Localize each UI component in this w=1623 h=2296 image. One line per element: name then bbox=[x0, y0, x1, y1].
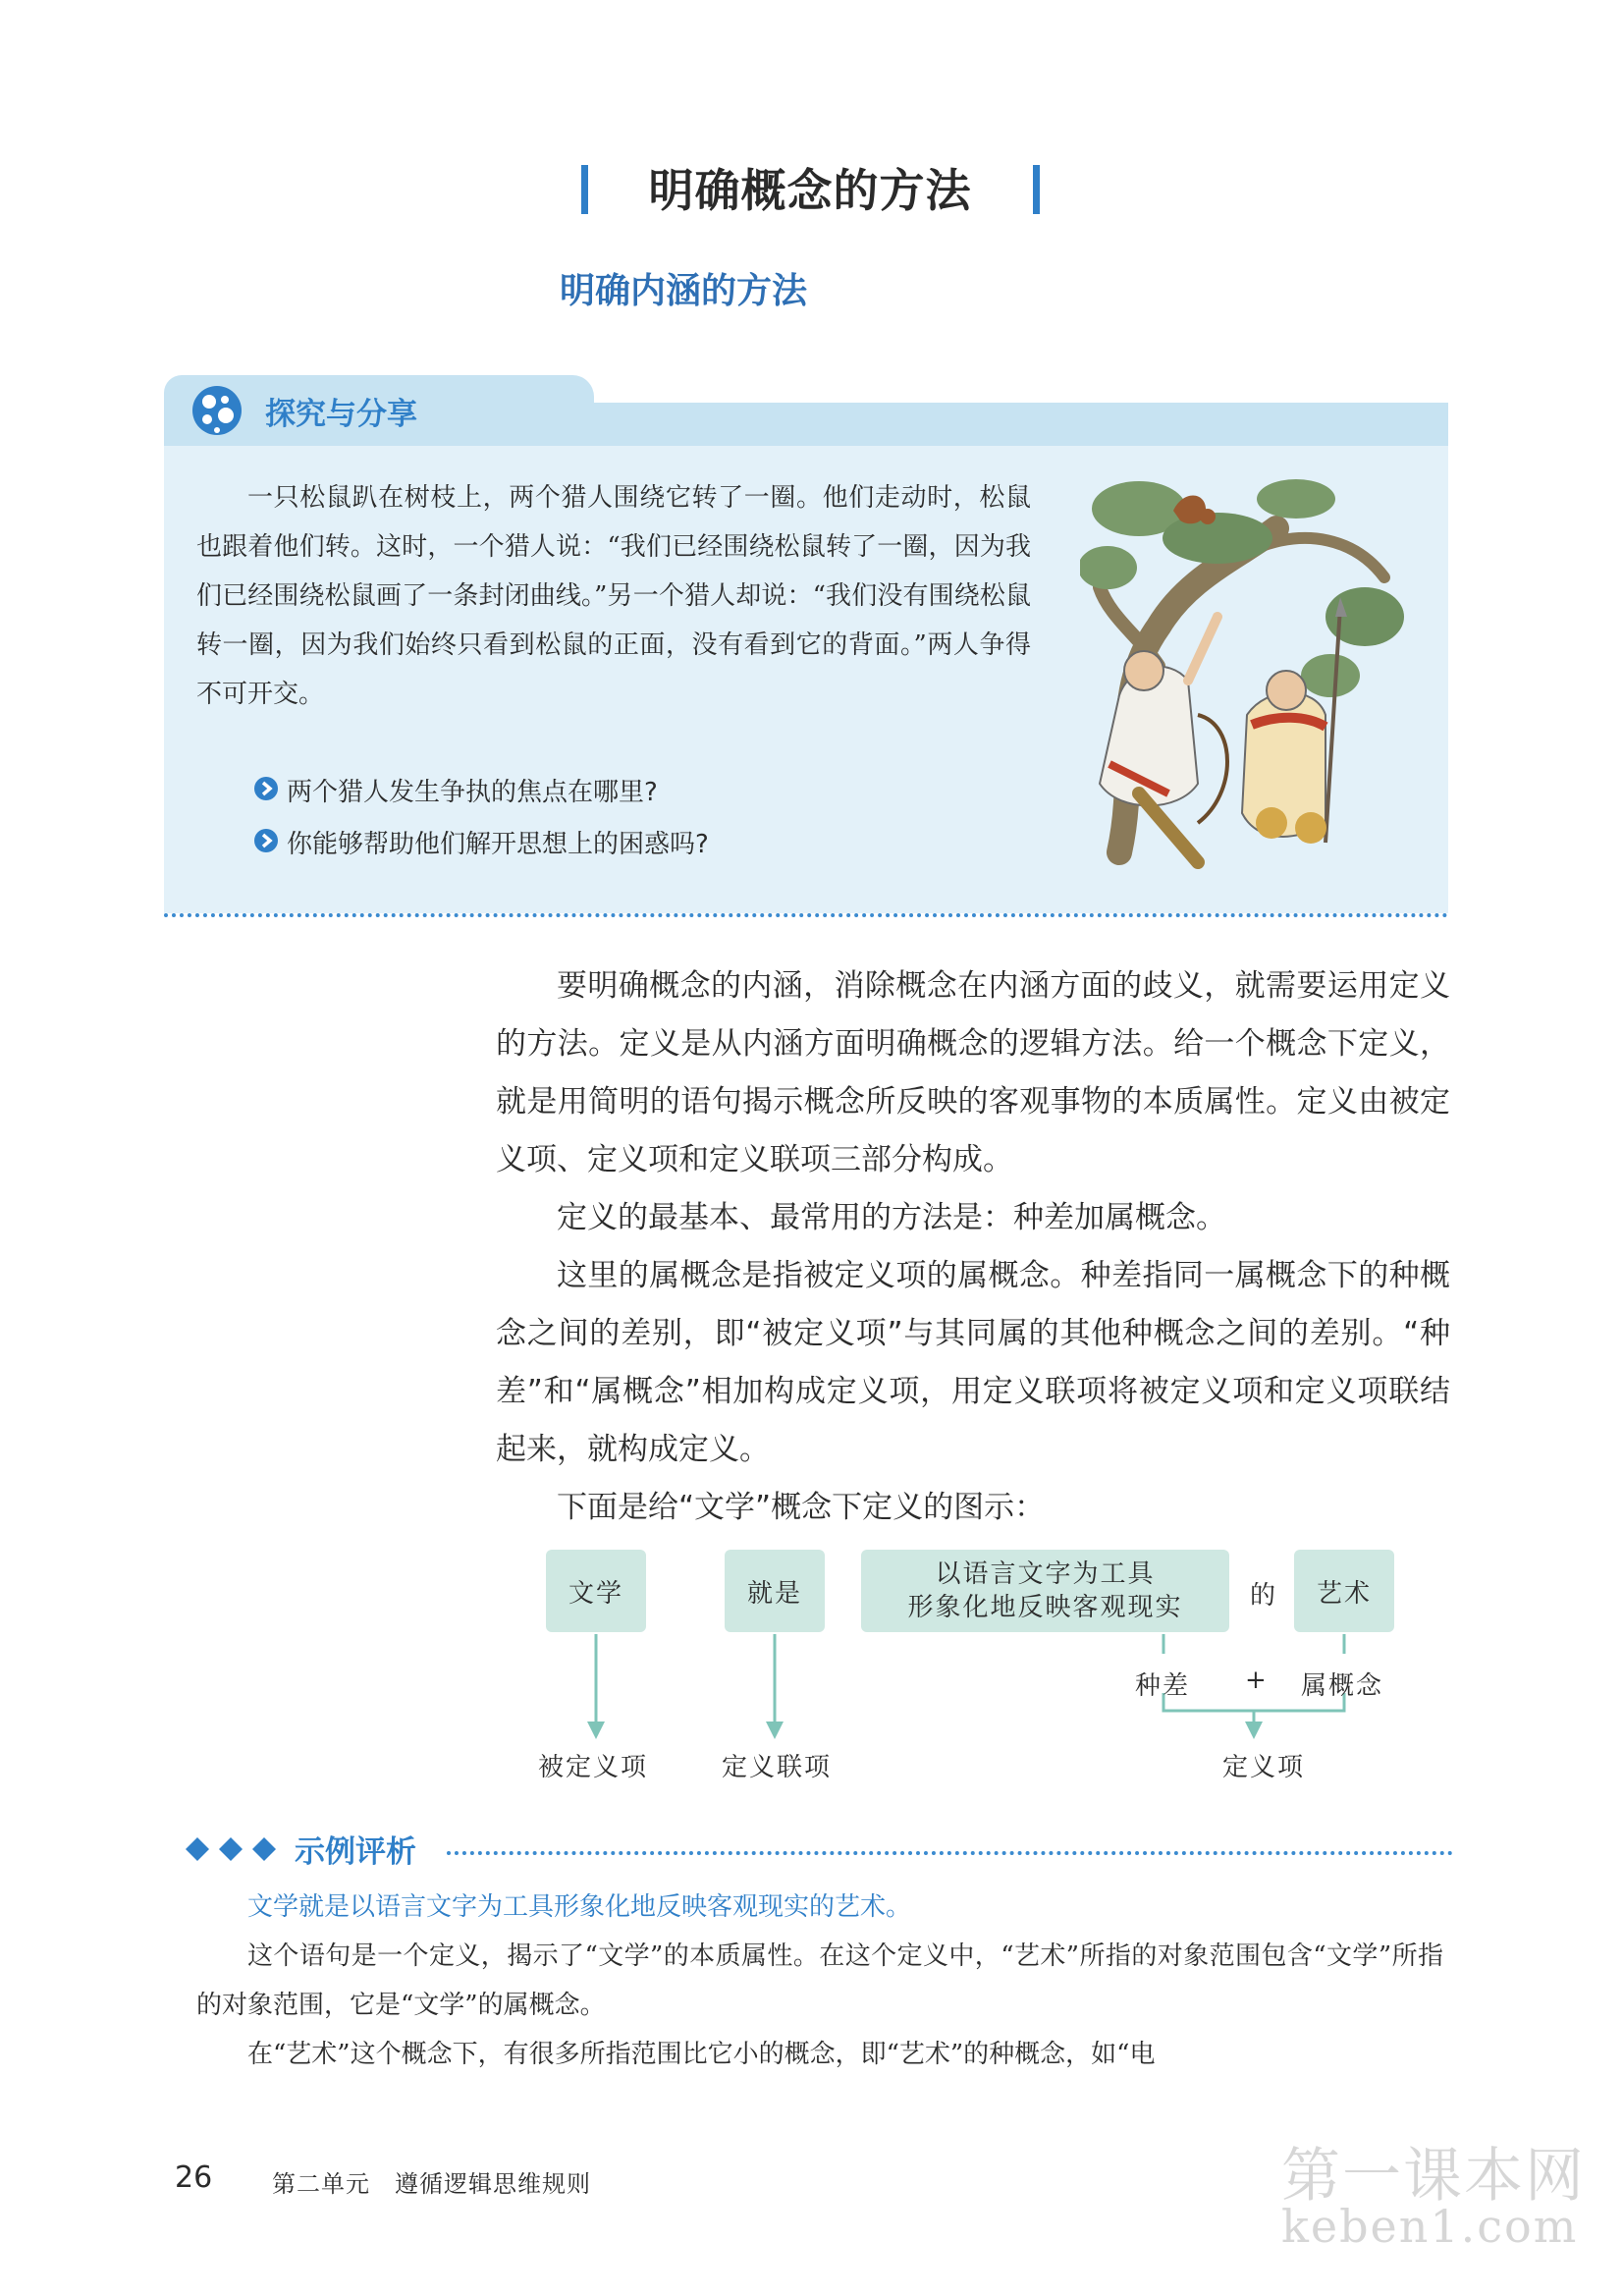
question-1: 两个猎人发生争执的焦点在哪里? bbox=[287, 778, 658, 807]
title-bar-right bbox=[1033, 165, 1040, 214]
example-paragraph: 这个语句是一个定义，揭示了“文学”的本质属性。在这个定义中，“艺术”所指的对象范围包含“文学”所指的对象范围，它是“文学”的属概念。 bbox=[196, 1941, 1443, 2020]
explore-label: 探究与分享 bbox=[265, 397, 417, 432]
main-text bbox=[496, 957, 1450, 1537]
question-2: 你能够帮助他们解开思想上的困惑吗? bbox=[287, 830, 709, 859]
title-bar-left bbox=[581, 165, 588, 214]
explore-divider bbox=[164, 913, 1448, 917]
diamond-icons bbox=[185, 1836, 283, 1862]
paragraph: 这里的属概念是指被定义项的属概念。种差指同一属概念下的种概念之间的差别，即“被定义项”与其同属的其他种概念之间的差别。“种差”和“属概念”相加构成定义项，用定义联项将被定义项和定义项联结起来，就构成定义。 bbox=[496, 1258, 1450, 1467]
diagram-connectors bbox=[511, 1632, 1414, 1750]
diagram-box-link: 就是 bbox=[725, 1550, 825, 1632]
page-number: 26 bbox=[175, 2160, 213, 2195]
paragraph: 要明确概念的内涵，消除概念在内涵方面的歧义，就需要运用定义的方法。定义是从内涵方面明确概念的逻辑方法。给一个概念下定义，就是用简明的语句揭示概念所反映的客观事物的本质属性。定义由被定义项、定义项和定义联项三部分构成。 bbox=[496, 968, 1450, 1177]
label-genus: 属概念 bbox=[1301, 1671, 1384, 1701]
example-highlight: 文学就是以语言文字为工具形象化地反映客观现实的艺术。 bbox=[247, 1892, 912, 1922]
example-paragraph: 在“艺术”这个概念下，有很多所指范围比它小的概念，即“艺术”的种概念，如“电 bbox=[247, 2040, 1156, 2069]
label-differentia: 种差 bbox=[1135, 1671, 1191, 1701]
diagram-box-differentia bbox=[861, 1550, 1229, 1632]
page-title: 明确概念的方法 bbox=[648, 164, 972, 217]
label-copula: 定义联项 bbox=[722, 1753, 833, 1782]
arrow-bullet-icon bbox=[253, 776, 279, 801]
globe-icon bbox=[189, 383, 244, 438]
label-definiendum: 被定义项 bbox=[538, 1753, 649, 1782]
paragraph: 定义的最基本、最常用的方法是：种差加属概念。 bbox=[557, 1200, 1226, 1235]
label-definiens: 定义项 bbox=[1222, 1753, 1306, 1782]
diagram-box-term: 文学 bbox=[546, 1550, 646, 1632]
example-divider bbox=[447, 1851, 1453, 1855]
story-text: 一只松鼠趴在树枝上，两个猎人围绕它转了一圈。他们走动时，松鼠也跟着他们转。这时，一个猎人说：“我们已经围绕松鼠转了一圈，因为我们已经围绕松鼠画了一条封闭曲线。”另一个猎人却说：“我们没有围绕松鼠转一圈，因为我们始终只看到松鼠的正面，没有看到它的背面。”两人争得不可开交。 bbox=[196, 483, 1031, 709]
squirrel-hunters-illustration bbox=[1080, 469, 1419, 872]
example-heading: 示例评析 bbox=[295, 1834, 416, 1870]
diagram-box-genus: 艺术 bbox=[1294, 1550, 1394, 1632]
footer-unit: 第二单元 遵循逻辑思维规则 bbox=[272, 2170, 591, 2198]
paragraph: 下面是给“文学”概念下定义的图示： bbox=[557, 1490, 1046, 1525]
watermark-line-2: keben1.com bbox=[1281, 2200, 1579, 2253]
example-body bbox=[196, 1883, 1443, 2079]
differentia-line-1: 以语言文字为工具 bbox=[935, 1559, 1156, 1589]
arrow-bullet-icon bbox=[253, 828, 279, 853]
differentia-line-2: 形象化地反映客观现实 bbox=[907, 1593, 1183, 1622]
label-plus: + bbox=[1245, 1666, 1269, 1695]
diagram-particle: 的 bbox=[1250, 1581, 1278, 1611]
watermark-line-1: 第一课本网 bbox=[1281, 2142, 1586, 2211]
section-subtitle: 明确内涵的方法 bbox=[560, 270, 808, 311]
